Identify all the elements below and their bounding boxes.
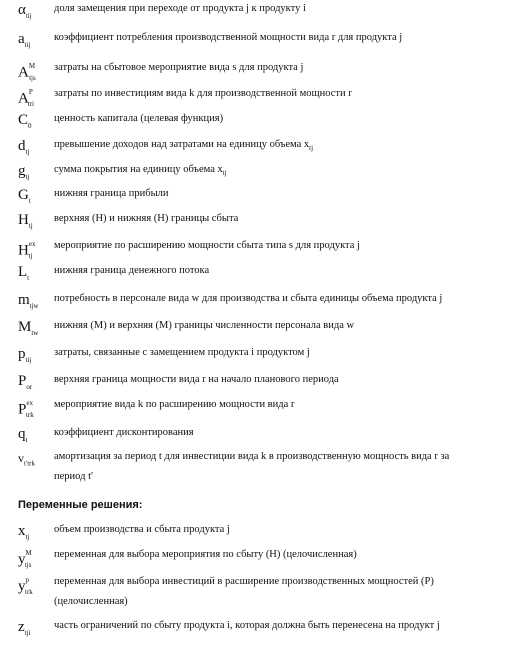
param-symbol: $q_t$ xyxy=(18,426,28,444)
param-symbol: $m_{tjw}$ xyxy=(18,292,39,310)
param-description: затраты на сбытовое мероприятие вида s для продукта j xyxy=(54,62,304,73)
param-symbol: $P^{ex}_{trk}$ xyxy=(18,399,34,420)
param-description: превышение доходов над затратами на единицу объема $x_{tj}$ xyxy=(54,139,314,153)
param-symbol: $p_{tij}$ xyxy=(18,346,32,364)
variable-symbol: $z_{tji}$ xyxy=(18,619,31,637)
param-symbol: $H_{tj}$ xyxy=(18,212,33,230)
variable-description: объем производства и сбыта продукта j xyxy=(54,524,230,535)
param-description: верхняя (H) и нижняя (H) границы сбыта xyxy=(54,213,239,224)
param-description: затраты, связанные с замещением продукта i продуктом j xyxy=(54,347,310,358)
param-symbol: $d_{tj}$ xyxy=(18,138,30,156)
param-description: нижняя (M) и верхняя (M) границы численности персонала вида w xyxy=(54,320,355,331)
param-symbol: $v_{t'trk}$ xyxy=(18,451,35,468)
variable-symbol: $x_{tj}$ xyxy=(18,523,30,541)
param-symbol: $M_{tw}$ xyxy=(18,319,39,337)
variable-continuation: (целочисленная) xyxy=(54,596,128,607)
variable-symbol: $y^M_{tjs}$ xyxy=(18,549,32,570)
param-description: мероприятие по расширению мощности сбыта типа s для продукта j xyxy=(54,240,360,251)
param-description: затраты по инвестициям вида k для производственной мощности r xyxy=(54,88,352,99)
param-description: верхняя граница мощности вида r на начало планового периода xyxy=(54,374,339,385)
param-symbol: $\alpha_{tij}$ xyxy=(18,2,32,20)
param-description: нижняя граница прибыли xyxy=(54,188,169,199)
param-description: доля замещения при переходе от продукта j к продукту i xyxy=(54,3,306,14)
param-description: коэффициент потребления производственной мощности вида r для продукта j xyxy=(54,32,403,43)
param-symbol: $A^M_{tjs}$ xyxy=(18,62,36,83)
param-symbol: $A^P_{tri}$ xyxy=(18,88,34,109)
param-symbol: $P_{or}$ xyxy=(18,373,33,391)
param-description: коэффициент дисконтирования xyxy=(54,427,194,438)
section-title: Переменные решения: xyxy=(18,499,143,511)
param-description: нижняя граница денежного потока xyxy=(54,265,210,276)
param-symbol: $g_{tj}$ xyxy=(18,163,30,181)
param-description: ценность капитала (целевая функция) xyxy=(54,113,224,124)
param-continuation: период t' xyxy=(54,471,93,482)
variable-description: переменная для выбора инвестиций в расширение производственных мощностей (P) xyxy=(54,576,434,587)
param-symbol: $G_t$ xyxy=(18,187,31,205)
variable-description: переменная для выбора мероприятия по сбыту (H) (целочисленная) xyxy=(54,549,357,560)
param-description: сумма покрытия на единицу объема $x_{tj}$ xyxy=(54,164,227,178)
param-description: мероприятие вида k по расширению мощности вида r xyxy=(54,399,295,410)
param-description: потребность в персонале вида w для производства и сбыта единицы объема продукта j xyxy=(54,293,443,304)
param-symbol: $C_0$ xyxy=(18,112,32,130)
variable-symbol: $y^p_{trk}$ xyxy=(18,576,33,597)
param-description: амортизация за период t для инвестиции вида k в производственную мощность вида r за xyxy=(54,451,450,462)
param-symbol: $L_t$ xyxy=(18,264,30,282)
param-symbol: $H^{ex}_{tj}$ xyxy=(18,240,36,261)
variable-description: часть ограничений по сбыту продукта i, которая должна быть перенесена на продукт j xyxy=(54,620,440,631)
param-symbol: $a_{tij}$ xyxy=(18,31,31,49)
